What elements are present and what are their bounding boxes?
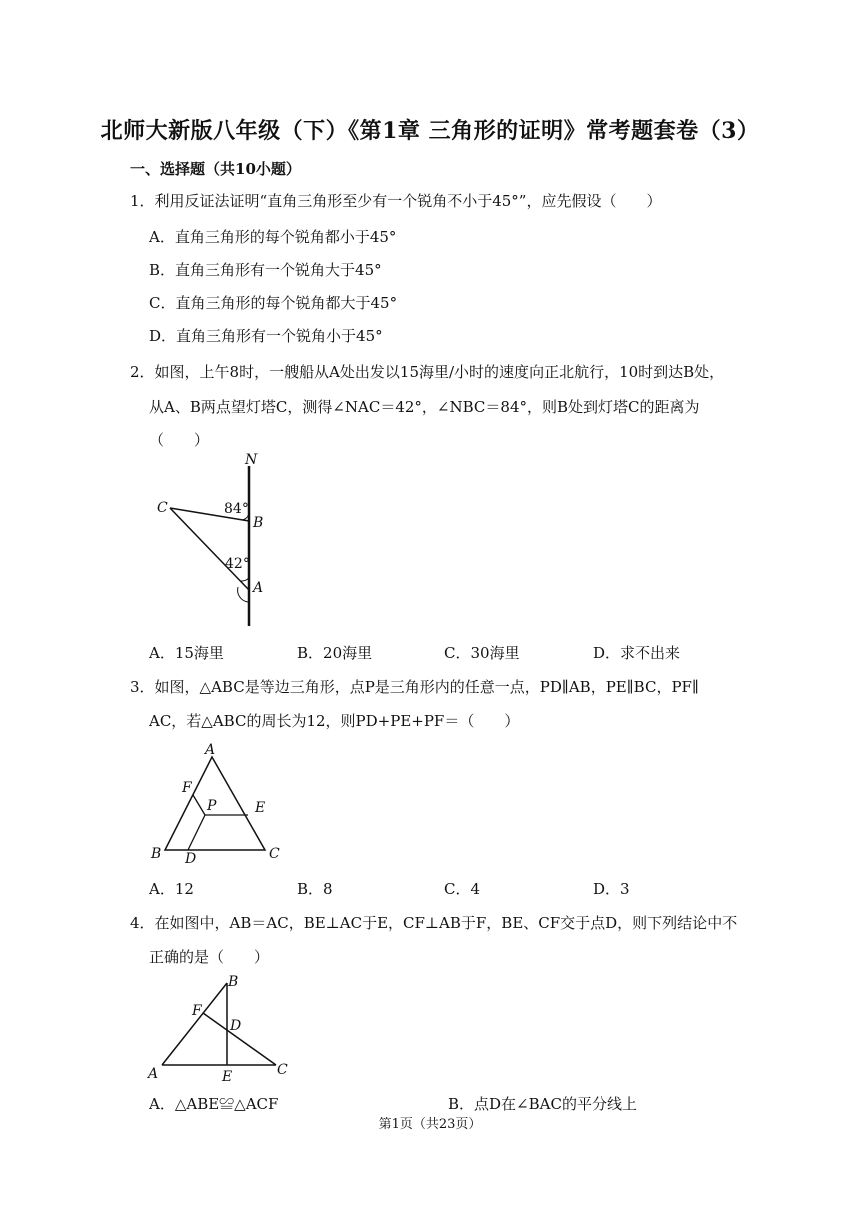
question-2-option-c: C．30海里 [444,644,520,662]
segment-pf [193,795,205,815]
angle-arc-a [240,578,249,581]
question-3-option-c: C．4 [444,880,481,898]
label-b: B [151,846,162,862]
label-p: P [207,798,217,814]
question-4-option-a: A．△ABE≌△ACF [149,1095,279,1113]
question-3-option-a: A．12 [149,880,194,898]
question-2-line-3: （ ） [149,431,210,449]
label-a: A [205,742,216,758]
segment-ca [170,508,249,590]
question-2-line-2: 从A、B两点望灯塔C，测得∠NAC＝42°，∠NBC＝84°，则B处到灯塔C的距离为 [149,398,700,416]
label-c: C [157,500,168,516]
label-f: F [182,780,192,796]
label-f: F [192,1003,202,1019]
question-1-option-b: B．直角三角形有一个锐角大于45° [149,261,382,279]
label-c: C [269,846,280,862]
angle-arc-a-lower [238,587,248,602]
label-b: B [228,974,239,990]
question-4-option-b: B．点D在∠BAC的平分线上 [448,1095,637,1113]
question-4-figure [140,970,300,1085]
question-4-line-2: 正确的是（ ） [149,948,270,966]
question-3-line-1: 3．如图，△ABC是等边三角形，点P是三角形内的任意一点，PD∥AB，PE∥BC，PF∥ [130,678,699,696]
question-1-option-c: C．直角三角形的每个锐角都大于45° [149,294,398,312]
angle-label-84: 84° [224,501,249,517]
segment-pd [188,815,205,850]
label-n: N [245,452,258,468]
question-1-option-d: D．直角三角形有一个锐角小于45° [149,327,383,345]
label-d: D [230,1018,242,1034]
question-2-option-d: D．求不出来 [593,644,681,662]
label-e: E [222,1069,233,1085]
question-3-option-d: D．3 [593,880,630,898]
angle-label-42: 42° [225,556,250,572]
label-e: E [255,800,266,816]
question-1-option-a: A．直角三角形的每个锐角都小于45° [149,228,397,246]
page-footer: 第1页（共23页） [378,1117,482,1132]
question-2-line-1: 2．如图，上午8时，一艘船从A处出发以15海里/小时的速度向正北航行，10时到达B处， [130,363,725,381]
label-d: D [185,851,197,865]
question-2-option-b: B．20海里 [297,644,373,662]
question-2-option-a: A．15海里 [149,644,224,662]
label-c: C [277,1062,288,1078]
question-3-option-b: B．8 [297,880,333,898]
question-4-line-1: 4．在如图中，AB＝AC，BE⊥AC于E，CF⊥AB于F，BE、CF交于点D，则下列结论中不 [130,914,738,932]
question-3-line-2: AC，若△ABC的周长为12，则PD+PE+PF＝（ ） [149,712,520,730]
label-b: B [253,515,264,531]
label-a: A [148,1066,159,1082]
page-title: 北师大新版八年级（下）《第1章 三角形的证明》常考题套卷（3） [100,118,760,144]
question-2-figure [140,450,280,635]
section-heading: 一、选择题（共10小题） [130,160,301,178]
label-a: A [253,580,264,596]
question-3-figure [145,740,295,865]
question-1-stem: 1．利用反证法证明“直角三角形至少有一个锐角不小于45°”，应先假设（ ） [130,192,662,210]
